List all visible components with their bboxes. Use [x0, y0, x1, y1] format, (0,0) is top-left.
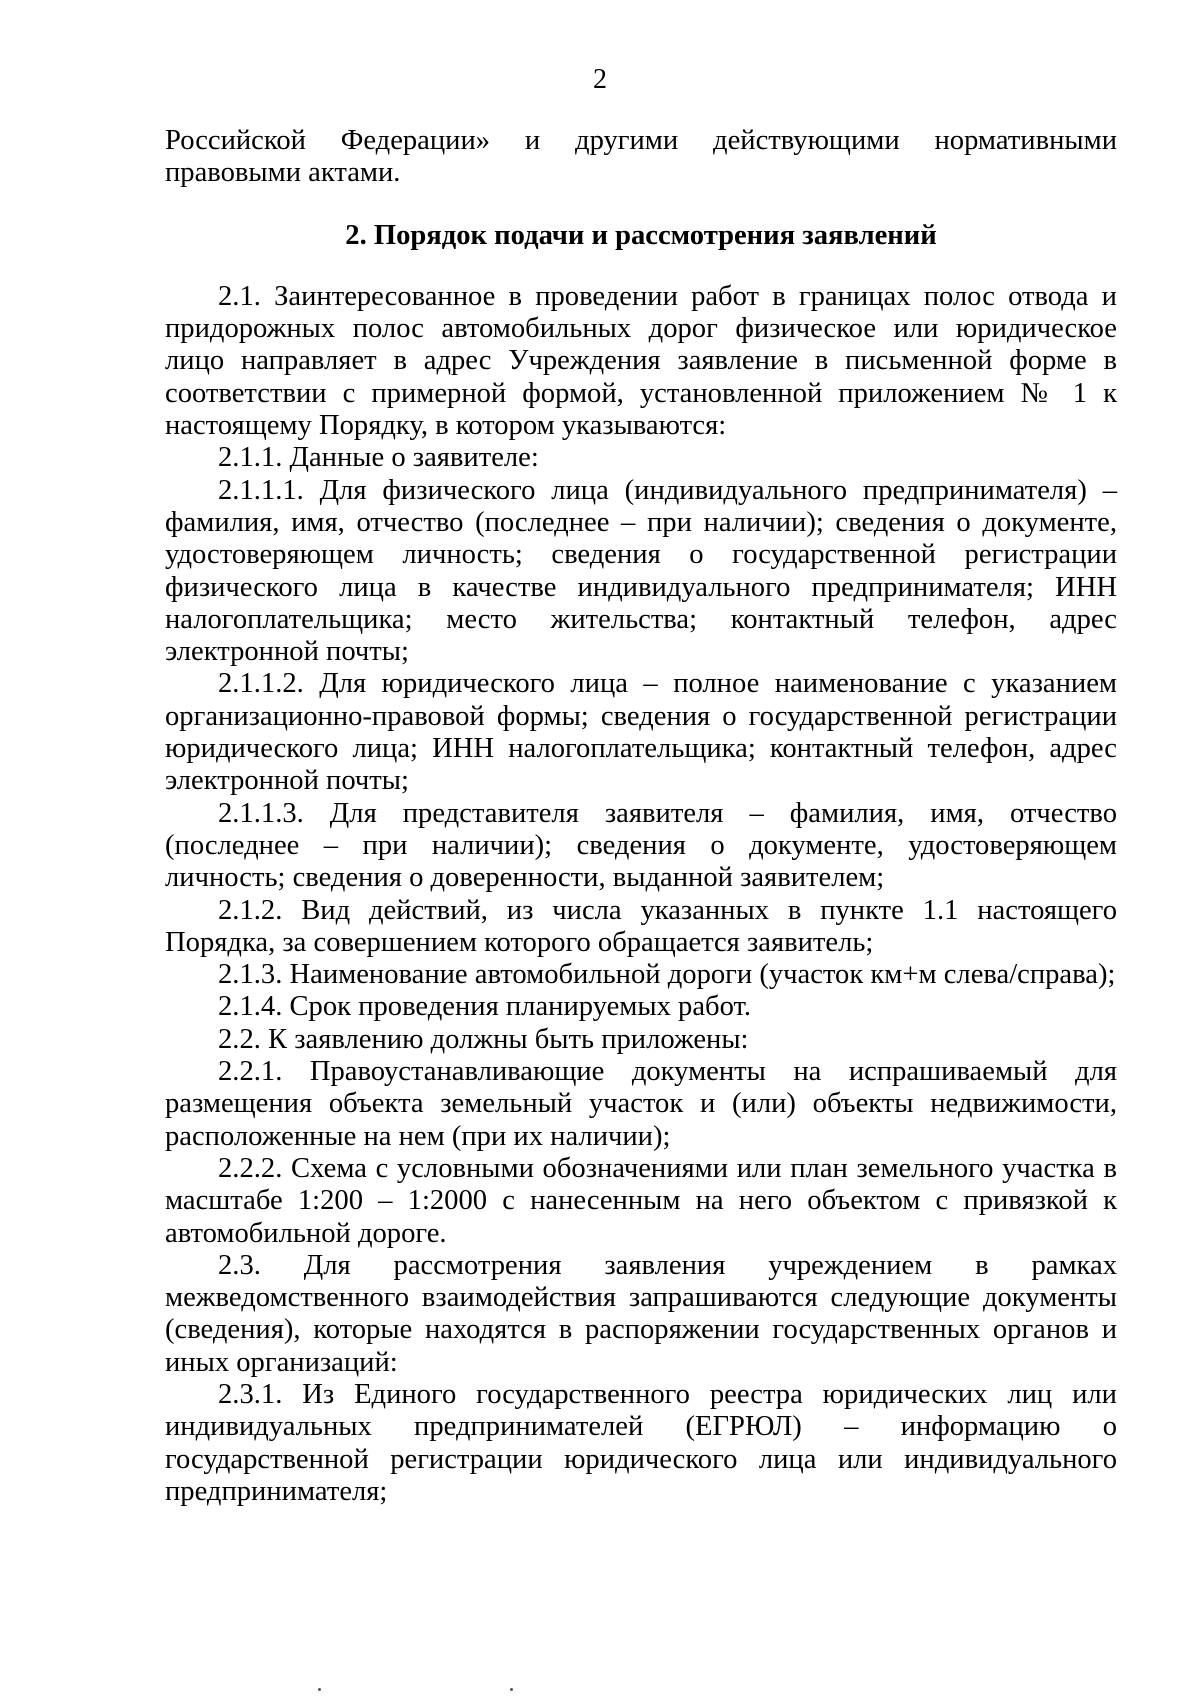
paragraph-2-1-2: 2.1.2. Вид действий, из числа указанных в пункте 1.1 настоящего Порядка, за совершением которого обращается заявитель;	[165, 894, 1117, 958]
document-body	[165, 125, 1117, 1508]
paragraph-2-1-1-1: 2.1.1.1. Для физического лица (индивидуального предпринимателя) – фамилия, имя, отчество (последнее – при наличии); сведения о документе, удостоверяющем личность; сведения о государственной регистрации физического лица в качестве индивидуального предпринимателя; ИНН налогоплательщика; место жительства; контактный телефон, адрес электронной почты;	[165, 474, 1117, 668]
paragraph-2-2-1: 2.2.1. Правоустанавливающие документы на испрашиваемый для размещения объекта земельный участок и (или) объекты недвижимости, расположенные на нем (при их наличии);	[165, 1056, 1117, 1152]
paragraph-2-1-1-3: 2.1.1.3. Для представителя заявителя – фамилия, имя, отчество (последнее – при наличии); сведения о документе, удостоверяющем личность; сведения о доверенности, выданной заявителем;	[165, 797, 1117, 894]
paragraph-2-1-4: 2.1.4. Срок проведения планируемых работ.	[218, 991, 751, 1023]
paragraph-continuation: Российской Федерации» и другими действующими нормативными правовыми актами.	[165, 125, 1117, 189]
paragraph-2-3: 2.3. Для рассмотрения заявления учреждением в рамках межведомственного взаимодействия запрашиваются следующие документы (сведения), которые находятся в распоряжении государственных органов и иных организаций:	[165, 1249, 1117, 1378]
paragraph-2-3-1: 2.3.1. Из Единого государственного реестра юридических лиц или индивидуальных предпринимателей (ЕГРЮЛ) – информацию о государственной регистрации юридического лица или индивидуального предпринимателя;	[165, 1378, 1117, 1507]
paragraph-2-1-3: 2.1.3. Наименование автомобильной дороги (участок км+м слева/справа);	[218, 959, 1116, 991]
scan-artifact	[318, 1688, 321, 1691]
section-heading: 2. Порядок подачи и рассмотрения заявлений	[345, 219, 937, 251]
paragraph-2-1-1: 2.1.1. Данные о заявителе:	[218, 442, 539, 474]
paragraph-2-2: 2.2. К заявлению должны быть приложены:	[218, 1023, 749, 1055]
page-number: 2	[593, 64, 607, 95]
scan-artifact	[510, 1688, 513, 1691]
paragraph-2-1-1-2: 2.1.1.2. Для юридического лица – полное наименование с указанием организационно-правовой формы; сведения о государственной регистрации юридического лица; ИНН налогоплательщика; контактный телефон, адрес электронной почты;	[165, 668, 1117, 797]
paragraph-2-2-2: 2.2.2. Схема с условными обозначениями или план земельного участка в масштабе 1:200 – 1:2000 с нанесенным на него объектом с привязкой к автомобильной дороге.	[165, 1152, 1117, 1249]
paragraph-2-1: 2.1. Заинтересованное в проведении работ в границах полос отвода и придорожных полос автомобильных дорог физическое или юридическое лицо направляет в адрес Учреждения заявление в письменной форме в соответствии с примерной формой, установленной приложением № 1 к настоящему Порядку, в котором указываются:	[165, 280, 1117, 442]
